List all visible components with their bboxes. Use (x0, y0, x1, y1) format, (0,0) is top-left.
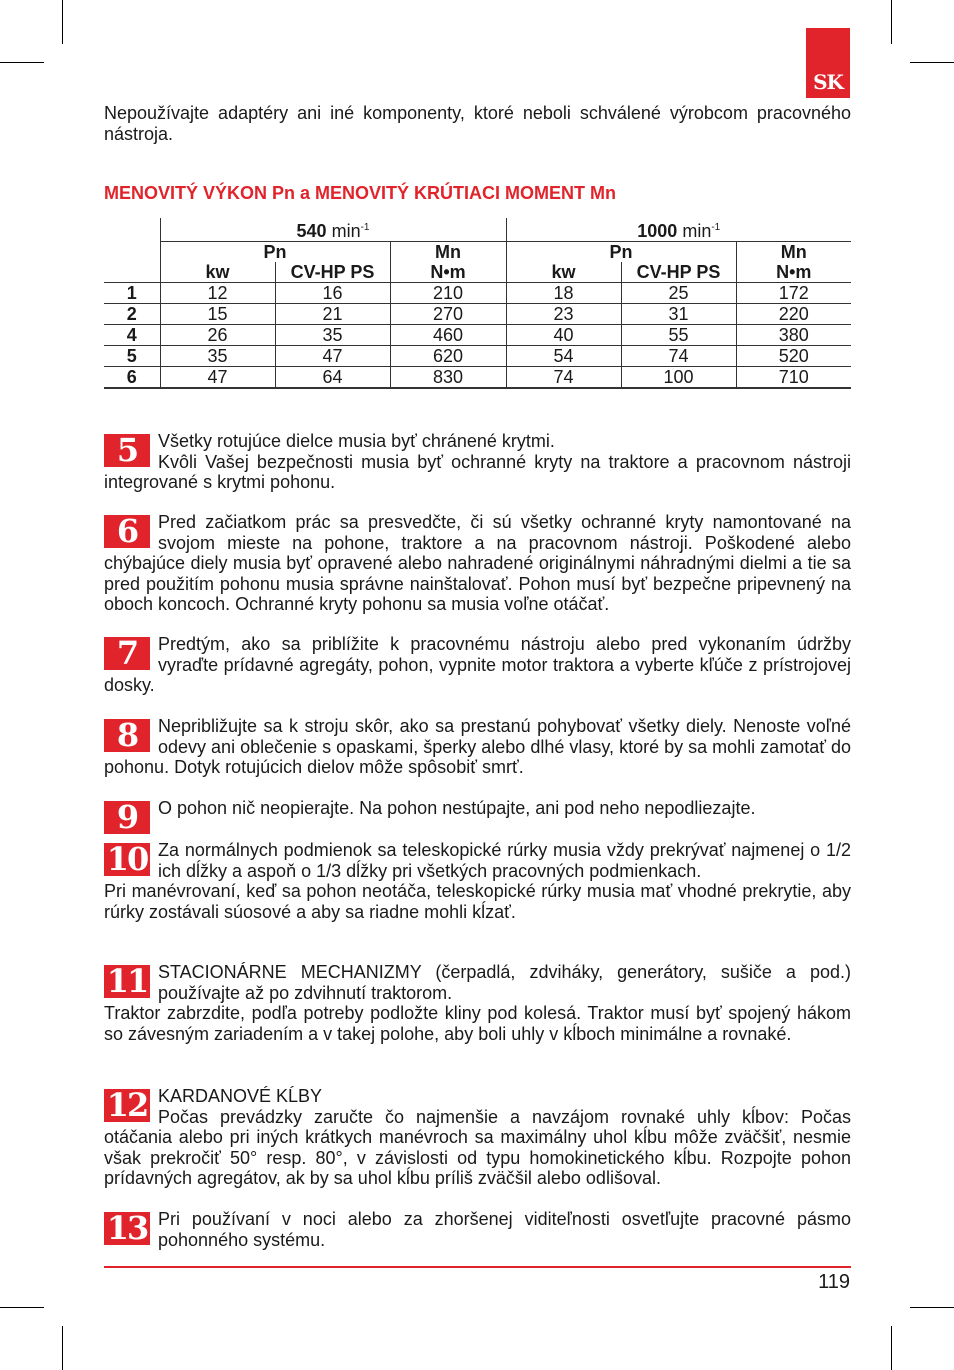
safety-item-11 (104, 962, 851, 1044)
crop-mark (891, 0, 892, 44)
item-text: Za normálnych podmienok sa teleskopické rúrky musia vždy prekrývať najmenej o 1/2 ich dĺžky a aspoň o 1/3 dĺžky pri všetkých pracovných podmienkach. (158, 840, 851, 881)
cvhp-header: CV-HP PS (275, 262, 390, 283)
row-label: 2 (104, 304, 160, 325)
table-cell: 830 (390, 367, 506, 389)
table-cell: 55 (621, 325, 736, 346)
safety-item-6 (104, 512, 851, 615)
table-cell: 26 (160, 325, 275, 346)
mn-header: Mn (390, 242, 506, 263)
crop-mark (910, 1307, 954, 1308)
table-cell: 35 (160, 346, 275, 367)
item-text: Traktor zabrzdite, podľa potreby podložte kliny pod kolesá. Traktor musí byť spojený hákom so závesným zariadením a v takej polohe, aby boli uhly v kĺboch minimálne a rovnaké. (104, 1003, 851, 1044)
item-text: Kvôli Vašej bezpečnosti musia byť ochranné kryty na traktore a pracovnom nástroji integrované s krytmi pohonu. (104, 451, 851, 493)
section-title: MENOVITÝ VÝKON Pn a MENOVITÝ KRÚTIACI MOMENT Mn (104, 183, 617, 203)
language-label: SK (813, 70, 843, 94)
table-cell: 47 (275, 346, 390, 367)
row-label: 5 (104, 346, 160, 367)
table-cell: 12 (160, 283, 275, 304)
table-cell: 25 (621, 283, 736, 304)
table-cell: 210 (390, 283, 506, 304)
row-label: 1 (104, 283, 160, 304)
item-number-badge: 9 (104, 801, 150, 834)
item-text: O pohon nič neopierajte. Na pohon nestúpajte, ani pod neho nepodliezajte. (158, 798, 756, 818)
table-cell: 520 (736, 346, 851, 367)
item-number-badge: 10 (104, 843, 150, 876)
table-cell: 220 (736, 304, 851, 325)
table-cell: 74 (621, 346, 736, 367)
item-text: KARDANOVÉ KĹBY (158, 1086, 323, 1106)
item-number-badge: 8 (104, 719, 150, 752)
item-text: Pred začiatkom prác sa presvedčte, či sú všetky ochranné kryty namontované na svojom mieste na pohone, traktore a na pracovnom nástroji. Poškodené alebo chýbajúce diely musia byť opravené alebo nahradené originálnymi náhradnými dielmi a tie sa pred použitím pohonu musia správne nainštalovať. Pohon musí byť bezpečne pripevnený na oboch koncoch. Ochranné kryty pohonu sa musia voľne otáčať. (104, 512, 851, 615)
table-row (104, 346, 851, 367)
item-number-badge: 12 (104, 1089, 150, 1122)
item-number-badge: 5 (104, 434, 150, 467)
table-cell: 31 (621, 304, 736, 325)
table-cell: 21 (275, 304, 390, 325)
table-cell: 74 (506, 367, 621, 389)
kw-header: kw (506, 262, 621, 283)
nm-header: N•m (390, 262, 506, 283)
table-row (104, 367, 851, 389)
safety-item-10 (104, 840, 851, 922)
table-cell: 270 (390, 304, 506, 325)
table-cell: 40 (506, 325, 621, 346)
safety-item-13 (104, 1209, 851, 1250)
item-text: Počas prevádzky zaručte čo najmenšie a navzájom rovnaké uhly kĺbov: Počas otáčania alebo pri iných krátkych manévroch sa maximálny uhol kĺbu môže zväčšiť, nesmie však prekročiť 50° resp. 80°, v závislosti od typu homokinetického kĺbu. Rozpojte pohon prídavných agregátov, ak by sa uhol kĺbu príliš zväčšil alebo odlišoval. (104, 1106, 851, 1189)
table-cell: 23 (506, 304, 621, 325)
table-cell: 16 (275, 283, 390, 304)
item-number-badge: 11 (104, 965, 150, 998)
table-cell: 15 (160, 304, 275, 325)
pn-header: Pn (160, 242, 390, 263)
item-text: STACIONÁRNE MECHANIZMY (čerpadlá, zdviháky, generátory, sušiče a pod.) používajte až po zdvihnutí traktorom. (158, 962, 851, 1003)
item-text: Predtým, ako sa priblížite k pracovnému nástroju alebo pred vykonaním údržby vyraďte prídavné agregáty, pohon, vypnite motor traktora a vyberte kľúče z prístrojovej dosky. (104, 634, 851, 696)
pn-header: Pn (506, 242, 736, 263)
kw-header: kw (160, 262, 275, 283)
footer-rule (104, 1266, 851, 1268)
row-label: 6 (104, 367, 160, 389)
nm-header: N•m (736, 262, 851, 283)
page-number: 119 (818, 1271, 850, 1293)
safety-item-12 (104, 1086, 851, 1189)
group-1000-header: 1000 $\min^{-1}$ (506, 218, 851, 242)
table-cell: 380 (736, 325, 851, 346)
mn-header: Mn (736, 242, 851, 263)
safety-item-8 (104, 716, 851, 778)
item-text: Nepribližujte sa k stroju skôr, ako sa prestanú pohybovať všetky diely. Nenoste voľné odevy ani oblečenie s opaskami, šperky alebo dlhé vlasy, ktoré by sa mohli zamotať do pohonu. Dotyk rotujúcich dielov môže spôsobiť smrť. (104, 716, 851, 778)
crop-mark (910, 62, 954, 63)
crop-mark (891, 1326, 892, 1370)
intro-paragraph: Nepoužívajte adaptéry ani iné komponenty, ktoré neboli schválené výrobcom pracovného nástroja. (104, 103, 851, 144)
table-row (104, 304, 851, 325)
table-cell: 35 (275, 325, 390, 346)
table-cell: 460 (390, 325, 506, 346)
table-row (104, 325, 851, 346)
table-cell: 18 (506, 283, 621, 304)
safety-item-7 (104, 634, 851, 696)
safety-item-9 (104, 798, 851, 834)
cvhp-header: CV-HP PS (621, 262, 736, 283)
crop-mark (62, 1326, 63, 1370)
item-text: Všetky rotujúce dielce musia byť chránené krytmi. (158, 431, 555, 451)
table-cell: 100 (621, 367, 736, 389)
table-cell: 172 (736, 283, 851, 304)
language-tab (806, 28, 850, 98)
item-number-badge: 13 (104, 1212, 150, 1245)
table-cell: 620 (390, 346, 506, 367)
row-label: 4 (104, 325, 160, 346)
crop-mark (0, 62, 44, 63)
table-cell: 54 (506, 346, 621, 367)
item-text: Pri používaní v noci alebo za zhoršenej viditeľnosti osvetľujte pracovné pásmo pohonného systému. (158, 1209, 851, 1250)
crop-mark (0, 1307, 44, 1308)
item-number-badge: 6 (104, 515, 150, 548)
crop-mark (62, 0, 63, 44)
power-torque-table (104, 218, 851, 389)
table-row (104, 283, 851, 304)
group-540-header: 540 $\min^{-1}$ (160, 218, 506, 242)
table-cell: 710 (736, 367, 851, 389)
table-cell: 64 (275, 367, 390, 389)
item-number-badge: 7 (104, 637, 150, 670)
item-text: Pri manévrovaní, keď sa pohon neotáča, teleskopické rúrky musia mať vhodné prekrytie, aby rúrky zostávali súosové a aby sa riadne mohli kĺzať. (104, 881, 851, 922)
safety-item-5 (104, 431, 851, 493)
table-cell: 47 (160, 367, 275, 389)
